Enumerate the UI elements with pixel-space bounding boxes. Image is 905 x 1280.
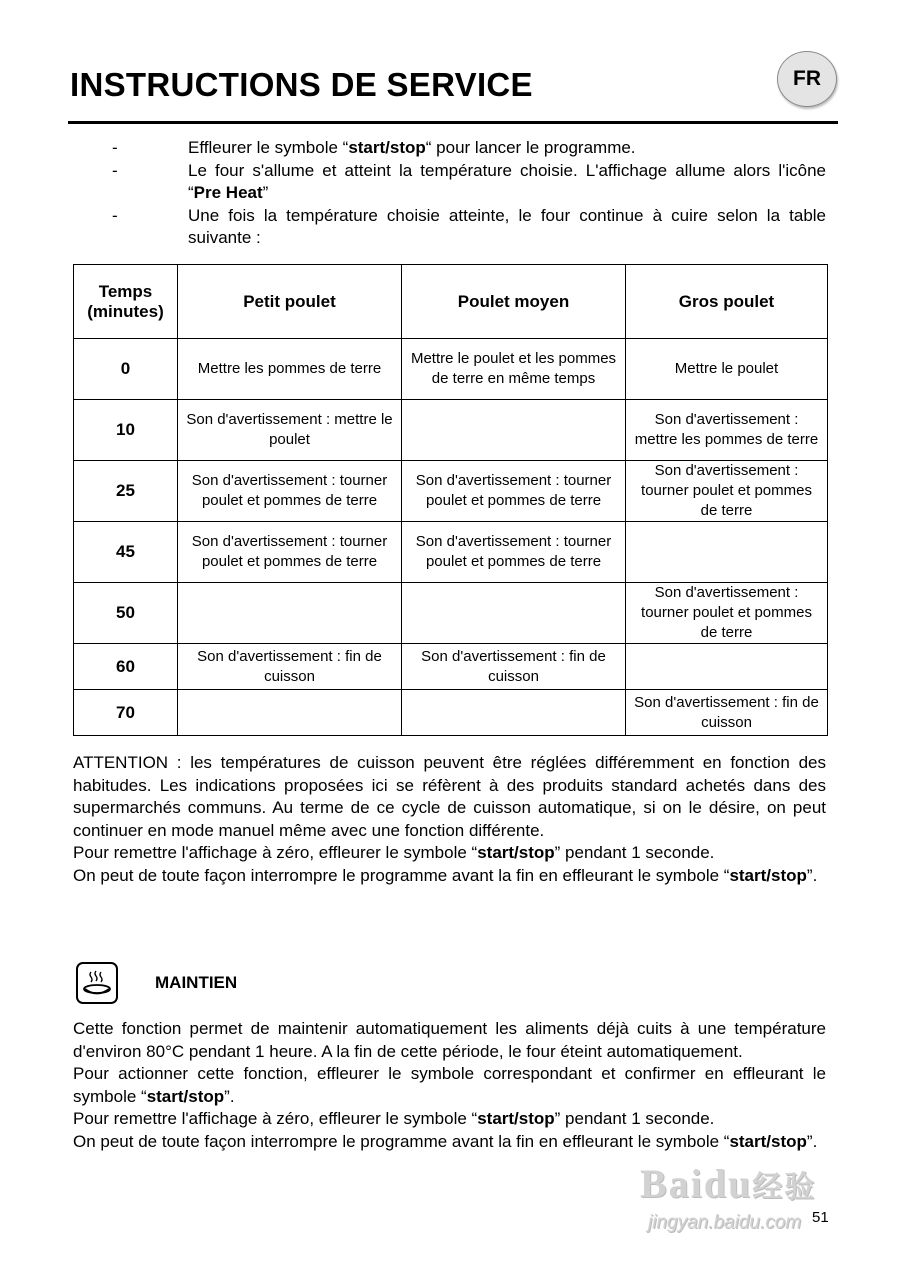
maintien-description: Cette fonction permet de maintenir automatiquement les aliments déjà cuits à une température d'environ 80°C pendant 1 heure. A la fin de cette période, le four éteint automatiquement. xyxy=(73,1019,826,1061)
table-cell: Son d'avertissement : fin de cuisson xyxy=(402,644,626,690)
table-row xyxy=(74,690,828,736)
cooking-program-table xyxy=(73,264,828,736)
table-cell xyxy=(626,522,828,583)
table-cell xyxy=(626,644,828,690)
intro-bullets xyxy=(112,137,826,250)
table-row xyxy=(74,583,828,644)
watermark-url: jingyan.baidu.com xyxy=(648,1212,802,1233)
activate-instruction: Pour actionner cette fonction, effleurer le symbole correspondant et confirmer en effleurant le symbole “start/stop”. xyxy=(73,1064,826,1106)
table-cell: Mettre le poulet et les pommes de terre en même temps xyxy=(402,339,626,400)
time-cell: 60 xyxy=(74,644,178,690)
table-cell: Son d'avertissement : mettre le poulet xyxy=(178,400,402,461)
reset-instruction: Pour remettre l'affichage à zéro, effleurer le symbole “start/stop” pendant 1 seconde. xyxy=(73,843,715,862)
header-time: Temps (minutes) xyxy=(74,265,178,339)
bullet-dash: - xyxy=(112,205,118,225)
table-cell: Son d'avertissement : tourner poulet et pommes de terre xyxy=(402,461,626,522)
interrupt-instruction: On peut de toute façon interrompre le programme avant la fin en effleurant le symbole “start/stop”. xyxy=(73,1131,818,1151)
table-cell: Son d'avertissement : tourner poulet et pommes de terre xyxy=(626,461,828,522)
reset-instruction: Pour remettre l'affichage à zéro, effleurer le symbole “start/stop” pendant 1 seconde. xyxy=(73,1109,715,1128)
header-gros-poulet: Gros poulet xyxy=(626,265,828,339)
time-cell: 70 xyxy=(74,690,178,736)
table-cell: Son d'avertissement : tourner poulet et pommes de terre xyxy=(402,522,626,583)
maintien-heading: MAINTIEN xyxy=(155,973,238,992)
bullet-item xyxy=(112,205,826,250)
table-cell: Son d'avertissement : mettre les pommes de terre xyxy=(626,400,828,461)
language-badge: FR xyxy=(777,51,837,107)
table-cell xyxy=(402,400,626,461)
watermark-brand: Baidu经验 xyxy=(640,1161,817,1206)
keep-warm-icon xyxy=(76,962,118,1004)
table-row xyxy=(74,339,828,400)
bullet-item xyxy=(112,137,826,160)
bullet-text: Effleurer le symbole “start/stop“ pour lancer le programme. xyxy=(188,138,636,157)
table-header-row xyxy=(74,265,828,339)
header-petit-poulet: Petit poulet xyxy=(178,265,402,339)
time-cell: 45 xyxy=(74,522,178,583)
page-title: INSTRUCTIONS DE SERVICE xyxy=(70,66,533,103)
table-row xyxy=(74,522,828,583)
bullet-dash: - xyxy=(112,138,118,157)
baidu-watermark xyxy=(640,1160,855,1250)
interrupt-instruction: On peut de toute façon interrompre le programme avant la fin en effleurant le symbole “start/stop”. xyxy=(73,865,818,885)
attention-section xyxy=(73,752,826,887)
bullet-text: Une fois la température choisie atteinte, le four continue à cuire selon la table suivante : xyxy=(188,205,826,247)
table-cell: Son d'avertissement : fin de cuisson xyxy=(626,690,828,736)
table-cell: Son d'avertissement : tourner poulet et pommes de terre xyxy=(178,461,402,522)
time-cell: 0 xyxy=(74,339,178,400)
table-cell: Son d'avertissement : tourner poulet et pommes de terre xyxy=(178,522,402,583)
table-cell xyxy=(402,690,626,736)
table-cell xyxy=(402,583,626,644)
table-cell: Son d'avertissement : tourner poulet et pommes de terre xyxy=(626,583,828,644)
table-cell xyxy=(178,690,402,736)
time-cell: 25 xyxy=(74,461,178,522)
time-cell: 50 xyxy=(74,583,178,644)
table-row xyxy=(74,461,828,522)
table-cell xyxy=(178,583,402,644)
title-divider xyxy=(68,121,838,124)
table-row xyxy=(74,400,828,461)
maintien-section xyxy=(73,1018,826,1153)
table-row xyxy=(74,644,828,690)
table-cell: Mettre le poulet xyxy=(626,339,828,400)
bullet-text: Le four s'allume et atteint la température choisie. L'affichage allume alors l'icône “Pre Heat” xyxy=(188,160,826,202)
bullet-dash: - xyxy=(112,160,118,180)
page-number: 51 xyxy=(812,1209,829,1226)
time-cell: 10 xyxy=(74,400,178,461)
attention-paragraph: ATTENTION : les températures de cuisson peuvent être réglées différemment en fonction des habitudes. Les indications proposées ici se réfèrent à des produits standard achetés dans des supermarchés communs. Au terme de ce cycle de cuisson automatique, si on le désire, on peut continuer en mode manuel même avec une fonction différente. xyxy=(73,753,826,840)
table-cell: Mettre les pommes de terre xyxy=(178,339,402,400)
header-poulet-moyen: Poulet moyen xyxy=(402,265,626,339)
table-cell: Son d'avertissement : fin de cuisson xyxy=(178,644,402,690)
bullet-item xyxy=(112,160,826,205)
